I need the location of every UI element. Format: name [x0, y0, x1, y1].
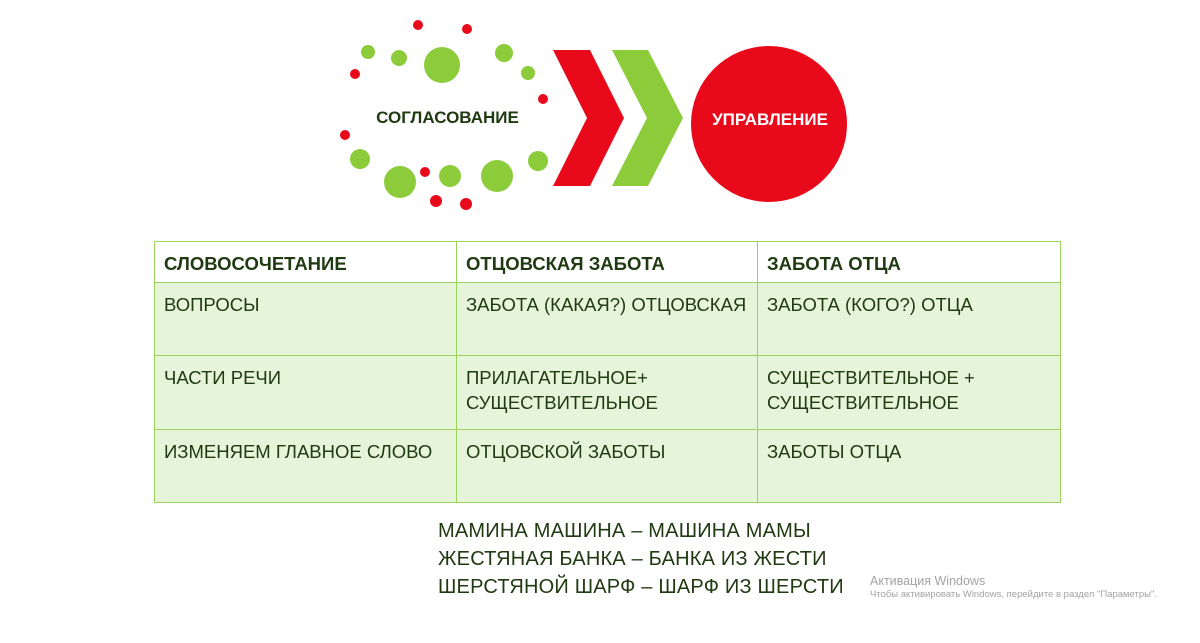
header-cell: ОТЦОВСКАЯ ЗАБОТА — [457, 242, 758, 283]
dot — [391, 50, 407, 66]
watermark-title: Активация Windows — [870, 574, 986, 588]
watermark-subtitle: Чтобы активировать Windows, перейдите в раздел "Параметры". — [870, 589, 1157, 600]
table-cell: ВОПРОСЫ — [155, 283, 457, 356]
dot — [521, 66, 535, 80]
dot — [430, 195, 442, 207]
header-cell: СЛОВОСОЧЕТАНИЕ — [155, 242, 457, 283]
dot — [350, 149, 370, 169]
table-cell: ЗАБОТА (КОГО?) ОТЦА — [758, 283, 1061, 356]
dot — [462, 24, 472, 34]
dot — [424, 47, 460, 83]
dot — [413, 20, 423, 30]
dot — [361, 45, 375, 59]
table-row — [155, 356, 1061, 429]
dot — [481, 160, 513, 192]
examples-list — [438, 517, 844, 601]
comparison-table — [154, 241, 1061, 503]
header-cell: ЗАБОТА ОТЦА — [758, 242, 1061, 283]
table-row — [155, 429, 1061, 502]
table-row — [155, 283, 1061, 356]
dot — [528, 151, 548, 171]
dot — [538, 94, 548, 104]
table-cell: ЧАСТИ РЕЧИ — [155, 356, 457, 429]
red-chevron-arrow — [553, 50, 624, 186]
dot — [439, 165, 461, 187]
agreement-label: СОГЛАСОВАНИЕ — [376, 108, 519, 127]
dot — [350, 69, 360, 79]
example-line: ШЕРСТЯНОЙ ШАРФ – ШАРФ ИЗ ШЕРСТИ — [438, 576, 844, 598]
table-cell: ПРИЛАГАТЕЛЬНОЕ+ СУЩЕСТВИТЕЛЬНОЕ — [457, 356, 758, 429]
table-cell: ОТЦОВСКОЙ ЗАБОТЫ — [457, 429, 758, 502]
dot — [495, 44, 513, 62]
dot — [420, 167, 430, 177]
table-cell: ЗАБОТА (КАКАЯ?) ОТЦОВСКАЯ — [457, 283, 758, 356]
table-cell: ЗАБОТЫ ОТЦА — [758, 429, 1061, 502]
dot — [384, 166, 416, 198]
table-header-row — [155, 242, 1061, 283]
agreement-management-diagram — [0, 0, 1200, 230]
windows-activation-watermark — [870, 574, 1157, 600]
table-cell: СУЩЕСТВИТЕЛЬНОЕ + СУЩЕСТВИТЕЛЬНОЕ — [758, 356, 1061, 429]
dot — [460, 198, 472, 210]
management-label: УПРАВЛЕНИЕ — [712, 110, 828, 129]
example-line: МАМИНА МАШИНА – МАШИНА МАМЫ — [438, 520, 811, 542]
example-line: ЖЕСТЯНАЯ БАНКА – БАНКА ИЗ ЖЕСТИ — [438, 548, 827, 570]
dot — [340, 130, 350, 140]
table-cell: ИЗМЕНЯЕМ ГЛАВНОЕ СЛОВО — [155, 429, 457, 502]
